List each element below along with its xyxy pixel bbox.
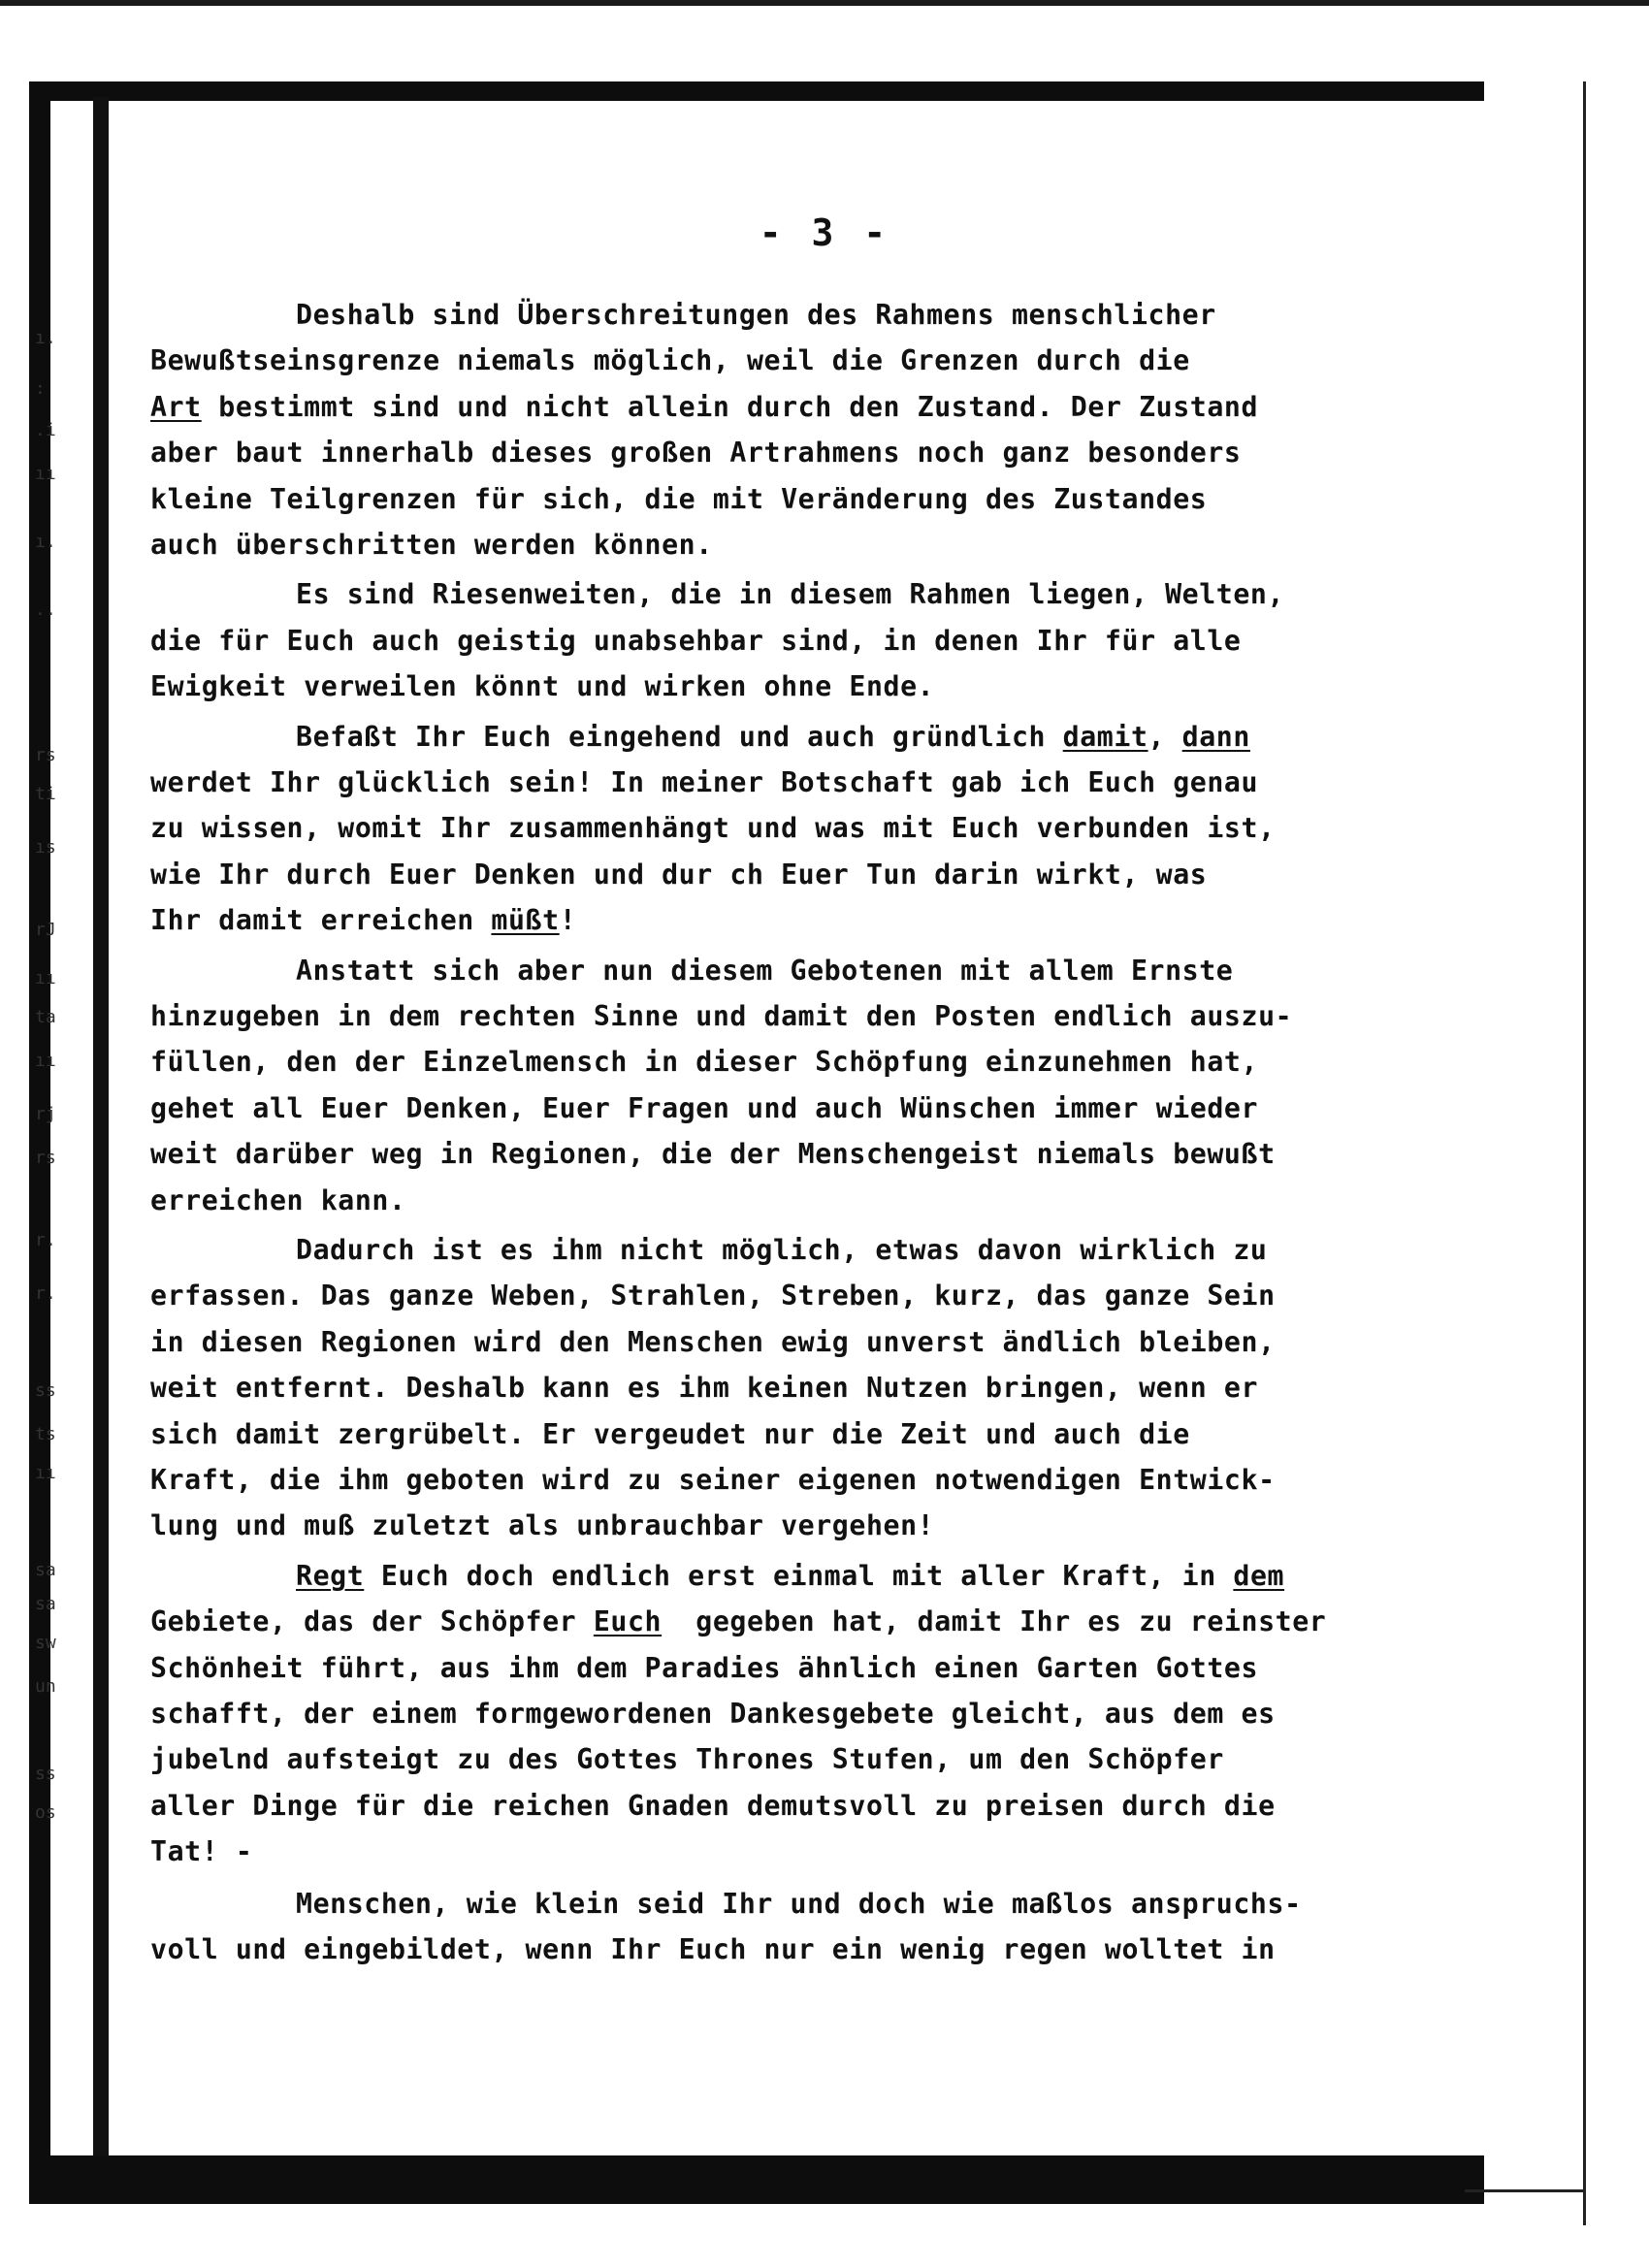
- underlined-word: dann: [1181, 720, 1250, 753]
- underlined-word: Regt: [296, 1559, 365, 1592]
- text-line: [150, 1135, 1276, 1174]
- text-segment: Deshalb sind Überschreitungen des Rahmens menschlicher: [296, 299, 1216, 331]
- text-line: [150, 1277, 1276, 1315]
- margin-mark: ss: [35, 1380, 56, 1401]
- margin-mark: rJ: [35, 920, 56, 940]
- text-line: [150, 901, 576, 940]
- text-line: [150, 1461, 1276, 1500]
- margin-mark: un: [35, 1676, 56, 1697]
- text-segment: kleine Teilgrenzen für sich, die mit Veränderung des Zustandes: [150, 482, 1208, 515]
- text-line: [150, 1043, 1258, 1082]
- text-segment: Schönheit führt, aus ihm dem Paradies ähnlich einen Garten Gottes: [150, 1651, 1259, 1684]
- scan-top-edge: [0, 0, 1649, 6]
- margin-mark: :: [35, 378, 46, 399]
- margin-mark: sa: [35, 1594, 56, 1614]
- text-segment: gehet all Euer Denken, Euer Fragen und auch Wünschen immer wieder: [150, 1091, 1259, 1124]
- text-line: [150, 622, 1242, 661]
- margin-mark: ı.: [35, 328, 56, 348]
- margin-mark: os: [35, 1802, 56, 1823]
- text-segment: erreichen kann.: [150, 1183, 406, 1216]
- text-line: [150, 526, 713, 565]
- text-line: [296, 1557, 1284, 1596]
- text-line: [296, 718, 1250, 757]
- text-segment: lung und muß zuletzt als unbrauchbar vergehen!: [150, 1509, 935, 1542]
- text-segment: gegeben hat, damit Ihr es zu reinster: [662, 1605, 1327, 1638]
- margin-mark: r.: [35, 1230, 56, 1250]
- margin-mark: .i: [35, 420, 56, 440]
- text-line: [150, 763, 1258, 802]
- margin-mark: rs: [35, 1148, 56, 1168]
- frame-top-border: [29, 81, 1484, 101]
- frame-bottom-right-corner: [1465, 2134, 1586, 2192]
- frame-inner-left-border: [93, 97, 109, 2163]
- underlined-word: Euch: [593, 1605, 663, 1638]
- text-segment: sich damit zergrübelt. Er vergeudet nur die Zeit und auch die: [150, 1417, 1190, 1450]
- text-segment: Dadurch ist es ihm nicht möglich, etwas davon wirklich zu: [296, 1234, 1268, 1266]
- margin-mark: ıı: [35, 1051, 56, 1071]
- text-line: [296, 952, 1233, 990]
- margin-mark: ti: [35, 784, 56, 804]
- text-line: [150, 1740, 1224, 1779]
- text-line: [150, 388, 1258, 427]
- frame-bottom-border: [29, 2155, 1484, 2204]
- text-line: [150, 667, 934, 706]
- text-line: [150, 341, 1190, 380]
- margin-mark: sw: [35, 1633, 56, 1653]
- text-segment: bestimmt sind und nicht allein durch den Zustand. Der Zustand: [201, 390, 1259, 423]
- underlined-word: damit: [1062, 720, 1148, 753]
- text-line: [150, 434, 1242, 472]
- text-line: [150, 1182, 406, 1220]
- text-segment: Euch doch endlich erst einmal mit aller Kraft, in: [364, 1559, 1234, 1592]
- text-line: [150, 1930, 1276, 1969]
- text-line: [150, 1832, 252, 1871]
- underlined-word: müßt: [491, 904, 560, 937]
- text-segment: wie Ihr durch Euer Denken und dur ch Euer Tun darin wirkt, was: [150, 858, 1208, 891]
- text-line: [150, 1089, 1258, 1128]
- text-line: [296, 296, 1216, 335]
- text-line: [150, 997, 1292, 1036]
- text-line: [150, 1695, 1276, 1733]
- underlined-word: Art: [150, 390, 202, 423]
- margin-mark: r.: [35, 1283, 56, 1304]
- text-segment: weit darüber weg in Regionen, die der Menschengeist niemals bewußt: [150, 1138, 1276, 1171]
- text-segment: Bewußtseinsgrenze niemals möglich, weil die Grenzen durch die: [150, 344, 1190, 377]
- margin-mark: ta: [35, 1007, 56, 1027]
- text-segment: Gebiete, das der Schöpfer: [150, 1605, 594, 1638]
- margin-mark: rs: [35, 745, 56, 765]
- text-segment: zu wissen, womit Ihr zusammenhängt und was mit Euch verbunden ist,: [150, 812, 1276, 845]
- text-segment: Ewigkeit verweilen könnt und wirken ohne Ende.: [150, 670, 935, 703]
- text-line: [296, 1231, 1268, 1270]
- text-segment: Ihr damit erreichen: [150, 904, 492, 937]
- text-segment: !: [559, 904, 577, 937]
- text-segment: Kraft, die ihm geboten wird zu seiner eigenen notwendigen Entwick-: [150, 1464, 1276, 1496]
- text-segment: voll und eingebildet, wenn Ihr Euch nur ein wenig regen wolltet in: [150, 1933, 1276, 1965]
- margin-mark: ss: [35, 1764, 56, 1784]
- text-segment: füllen, den der Einzelmensch in dieser Schöpfung einzunehmen hat,: [150, 1046, 1259, 1079]
- text-line: [150, 1787, 1276, 1826]
- text-segment: Menschen, wie klein seid Ihr und doch wie maßlos anspruchs-: [296, 1887, 1302, 1920]
- margin-mark: ı.: [35, 532, 56, 552]
- margin-mark: ts: [35, 1424, 56, 1444]
- text-line: [150, 856, 1207, 894]
- text-segment: Anstatt sich aber nun diesem Gebotenen mit allem Ernste: [296, 954, 1234, 987]
- text-segment: aller Dinge für die reichen Gnaden demutsvoll zu preisen durch die: [150, 1789, 1276, 1822]
- underlined-word: dem: [1233, 1559, 1285, 1592]
- margin-mark: ıı: [35, 968, 56, 988]
- text-line: [150, 1507, 934, 1545]
- page-number: - 3 -: [759, 211, 890, 254]
- text-segment: ,: [1148, 720, 1182, 753]
- text-line: [150, 1369, 1258, 1408]
- margin-mark: ..: [35, 599, 56, 620]
- text-segment: in diesen Regionen wird den Menschen ewig unverst ändlich bleiben,: [150, 1325, 1276, 1358]
- text-segment: werdet Ihr glücklich sein! In meiner Botschaft gab ich Euch genau: [150, 766, 1259, 798]
- text-line: [150, 809, 1276, 848]
- text-segment: aber baut innerhalb dieses großen Artrahmens noch ganz besonders: [150, 437, 1242, 470]
- text-segment: Es sind Riesenweiten, die in diesem Rahmen liegen, Welten,: [296, 578, 1285, 611]
- text-segment: hinzugeben in dem rechten Sinne und damit den Posten endlich auszu-: [150, 1000, 1293, 1032]
- text-segment: auch überschritten werden können.: [150, 529, 713, 561]
- margin-mark: ıı: [35, 464, 56, 484]
- text-line: [150, 1323, 1276, 1362]
- text-line: [296, 1885, 1302, 1924]
- text-segment: schafft, der einem formgewordenen Dankesgebete gleicht, aus dem es: [150, 1698, 1276, 1730]
- text-segment: erfassen. Das ganze Weben, Strahlen, Streben, kurz, das ganze Sein: [150, 1280, 1276, 1312]
- margin-mark: ıs: [35, 837, 56, 858]
- text-segment: jubelnd aufsteigt zu des Gottes Thrones Stufen, um den Schöpfer: [150, 1743, 1224, 1776]
- margin-mark: rj: [35, 1104, 56, 1124]
- margin-mark: sa: [35, 1560, 56, 1580]
- margin-mark: ıı: [35, 1463, 56, 1483]
- text-segment: Tat! -: [150, 1835, 253, 1868]
- text-segment: weit entfernt. Deshalb kann es ihm keinen Nutzen bringen, wenn er: [150, 1372, 1259, 1405]
- text-segment: die für Euch auch geistig unabsehbar sind, in denen Ihr für alle: [150, 624, 1242, 657]
- text-line: [296, 575, 1284, 614]
- text-line: [150, 1649, 1258, 1688]
- text-line: [150, 1603, 1326, 1641]
- text-line: [150, 480, 1207, 519]
- text-segment: Befaßt Ihr Euch eingehend und auch gründlich: [296, 720, 1063, 753]
- text-line: [150, 1415, 1190, 1454]
